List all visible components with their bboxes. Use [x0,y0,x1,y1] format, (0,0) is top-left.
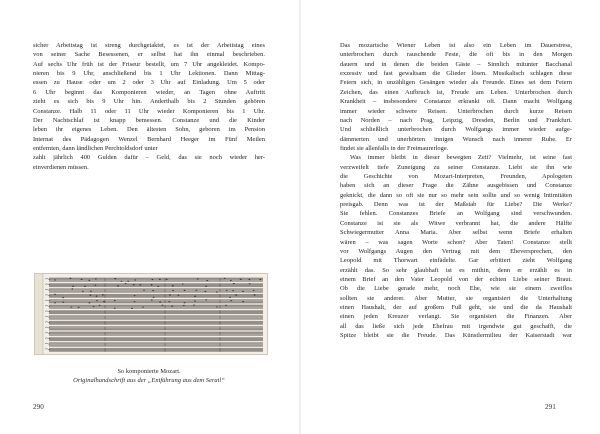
right-text-line: findet sie allenfalls in der Freimaurerloge. [340,144,449,152]
note-head [253,290,255,291]
page-number-left: 290 [33,403,44,411]
note-head [82,291,84,292]
right-text-line: dämmerten und unerhörten innigen Wunsch nach innerer Ruhe. Er [340,135,572,143]
right-text-line: einen jeden Kreuzer verlangt. Sie organisiert die Finanzen. Aber [340,313,572,321]
note-head [54,279,56,280]
page-number-right: 291 [545,403,556,411]
right-text-line: Zeichen, das einen Aufbruch ist, Freude am Leben. Unterbrochen durch [340,88,572,96]
note-head [183,305,185,306]
note-head [159,302,161,303]
note-head [95,285,97,286]
note-head [205,299,207,300]
note-head [72,286,74,287]
note-head [162,305,164,306]
note-head [134,301,136,302]
note-head [230,300,232,301]
right-text-line: Ob die Liebe gerade mehr, noch Ehe, wie sie einem zweiflos [340,285,572,293]
right-text-line: die Geschichte von Mozart-Interpreten, Freunden, Apologeten [340,173,572,181]
manuscript-score-drawing [35,274,267,354]
note-head [133,284,135,285]
note-head [166,279,168,280]
note-head [134,279,136,280]
right-text-line: haben sich an dieser Frage die Zähne ausgebissen und Constanze [340,182,572,190]
note-head [142,306,144,307]
note-head [151,299,153,300]
note-head [84,286,86,287]
note-head [90,291,92,292]
note-head [235,295,237,296]
note-head [197,278,199,279]
right-text-line: Was immer bleibt in dieser bewegten Zeit? Vielmehr, ist seine fast [350,154,572,162]
note-head [121,281,123,282]
note-head [194,301,196,302]
right-text-line: Das mozartsche Wiener Leben ist also ein Leben im Dauerstress, [340,42,572,49]
note-head [114,278,116,279]
note-head [193,304,195,305]
left-text-line: zieht es sich bis 9 Uhr hin. Anderthalb bis 2 Stunden gehören [33,98,265,106]
right-text-line: dauern und in denen die beiden Gäste – Sinnlich mitunter Bacchanal [340,60,572,68]
note-head [224,278,226,279]
left-text-line: einverdienen müssen. [33,163,89,171]
note-head [225,305,227,306]
note-head [89,302,91,303]
note-head [230,280,232,281]
note-head [205,291,207,292]
right-text-line: unterbrochen durch rauschende Feste, die oft bis in den Morgen [340,51,572,59]
figure-caption-source: Originalhandschrift aus der „Entführung aus dem Serail“ [73,377,225,384]
note-head [99,305,101,306]
right-text-line: Schwiegermutter Anna Maria. Aber selbst wenn Briefe erhalten [340,229,572,237]
note-head [242,291,244,292]
left-text-line: Constanze. Halb 11 oder 11 Uhr wieder Komponieren bis 1 Uhr. [33,107,265,115]
left-text-line: 6 Uhr beginnt das Komponieren wieder, an Tagen ohne Auftritt [33,88,265,96]
right-text-line: immer wieder schwere Reisen. Unterbrochen durch kurze Reisen [340,107,572,115]
left-text-line: Auf sechs Uhr früh ist der Friseur bestellt, um 7 Uhr angekleidet. Kompo- [33,60,265,68]
note-head [240,279,242,280]
right-text-line: Leopold mit Thorwart einfädelte. Gar erbittert zieht Wolfgang [340,257,572,265]
note-head [168,301,170,302]
note-head [232,290,234,291]
note-head [205,286,207,287]
note-head [254,294,256,295]
note-head [103,301,105,302]
right-text-line: vor Wolfgangs Augen den Vertrag mit dem Eheversprechen, den [340,247,572,255]
note-head [159,279,161,280]
note-head [54,294,56,295]
note-head [184,290,186,291]
note-head [70,278,72,279]
note-head [249,283,251,284]
note-head [152,279,154,280]
note-head [96,300,98,301]
left-text-line: Internat des Pädagogen Wenzel Bernhard Heeger im Fünf Meilen [33,135,265,143]
right-text-line: Spitze bleibt sie die Freude. Das Künstlermilieu der Kaiserstadt war [340,332,572,340]
music-manuscript-image [34,273,268,355]
note-head [171,305,173,306]
note-head [114,300,116,301]
note-head [153,297,155,298]
note-head [90,295,92,296]
right-text-line: geknickt, die dann so oft sie nur so mehr sein sollte und so wenig Intimitäten [340,191,572,199]
right-text-line: sollten sie anderer. Aber Mutter, sie organisiert die Unterhaltung [340,294,572,302]
right-text-line: einen Haushalt, der auf großem Fuß geht, sie und die da Haushalt [340,304,572,312]
note-head [216,306,218,307]
right-text-line: verzweifelt tiefe Zuneigung zu seiner Constanze. Liebt sie ihn wie [340,163,572,171]
note-head [102,294,104,295]
note-head [157,286,159,287]
right-text-line: nach Norden – nach Prag, Leipzig, Dresden, Berlin und Frankfurt. [340,116,572,124]
note-head [196,290,198,291]
right-text-line: exzessiv und fast gewaltsam die Glieder lösen. Musikalisch schlagen diese [340,70,572,78]
note-head [151,284,153,285]
note-head [127,281,129,282]
note-head [226,290,228,291]
right-text-line: Und schließlich unterbrochen durch Wolfgangs immer wieder aufge- [340,126,572,134]
note-head [71,306,73,307]
note-head [139,284,141,285]
right-text-line: erzählt das. So sehr glaubhaft ist es mithin, denn er erzählt es in [340,266,572,274]
note-head [260,279,262,280]
left-text-line: Der Nachtschlaf ist knapp bemessen. Constanze und die Kinder [33,116,265,124]
note-head [143,289,145,290]
right-text-line: Sie fehlen. Constanzes Briefe an Wolfgang sind verschwunden. [340,210,572,218]
note-head [81,279,83,280]
left-text-line: von seiner Sache Besessenen, er selbst hat ihn einmal beschrieben. [33,51,265,59]
right-text-line: all das ließe sich jede Ehefrau mit irgendwie gut geschafft, die [340,322,572,330]
note-head [96,295,98,296]
left-text-line: entfernten, dann ländlichen Perchtoldsdorf unter [33,144,158,152]
note-head [62,297,64,298]
note-head [194,295,196,296]
note-head [95,278,97,279]
left-text-line: sicher Arbeitstag ist streng durchgetaktet, es ist der Arbeitstag eines [33,42,265,49]
note-head [169,294,171,295]
right-text-line: wären – was sagen Worte schon? Aber Taten! Constanze stellt [340,238,572,246]
left-text-line: zahlt jährlich 400 Gulden dafür – Geld, das sie noch wieder her- [33,154,265,162]
note-head [206,280,208,281]
note-head [152,290,154,291]
note-head [88,280,90,281]
note-head [249,279,251,280]
left-text-line: leben ihr eigenes Leben. Den ältesten Sohn, geboren im Pension [33,126,265,134]
right-text-line: preisgab. Denn was ist der Maßstab für Liebe? Die Werke? [340,201,572,209]
right-text-line: Constanze ist sie als Witwe verbrannt hat, die andere Hälfte [340,219,572,227]
note-head [114,308,116,309]
right-text-line: Feiern sich, in unzähligen Gesängen wieder als Freunde. Eines sei dem Feiern [340,79,572,87]
note-head [93,306,95,307]
note-head [184,302,186,303]
left-text-line: essen zu Hause oder um 2 oder 3 Uhr auf Einladung. Um 5 oder [33,79,265,87]
note-head [117,285,119,286]
note-head [71,288,73,289]
note-head [134,295,136,296]
note-head [216,292,218,293]
left-page-text [33,41,265,172]
note-head [178,295,180,296]
note-head [229,296,231,297]
note-head [78,307,80,308]
right-page-text [340,41,572,341]
right-text-line: Krankheit – insbesondere Constanze erkrankt oft. Dann macht Wolfgang [340,98,572,106]
note-head [182,284,184,285]
note-head [233,283,235,284]
note-head [172,285,174,286]
note-head [54,302,56,303]
note-head [131,308,133,309]
left-text-line: nieren bis 9 Uhr, anschließend bis 1 Uhr Lektionen. Dann Mittag- [33,70,265,78]
figure-caption-title: So komponierte Mozart. [117,368,181,375]
right-text-line: einem Brief an den Vater Leopold von der echten Liebe seiner Braut. [340,275,572,283]
note-head [242,301,244,302]
note-head [172,290,174,291]
note-head [62,302,64,303]
note-head [125,283,127,284]
